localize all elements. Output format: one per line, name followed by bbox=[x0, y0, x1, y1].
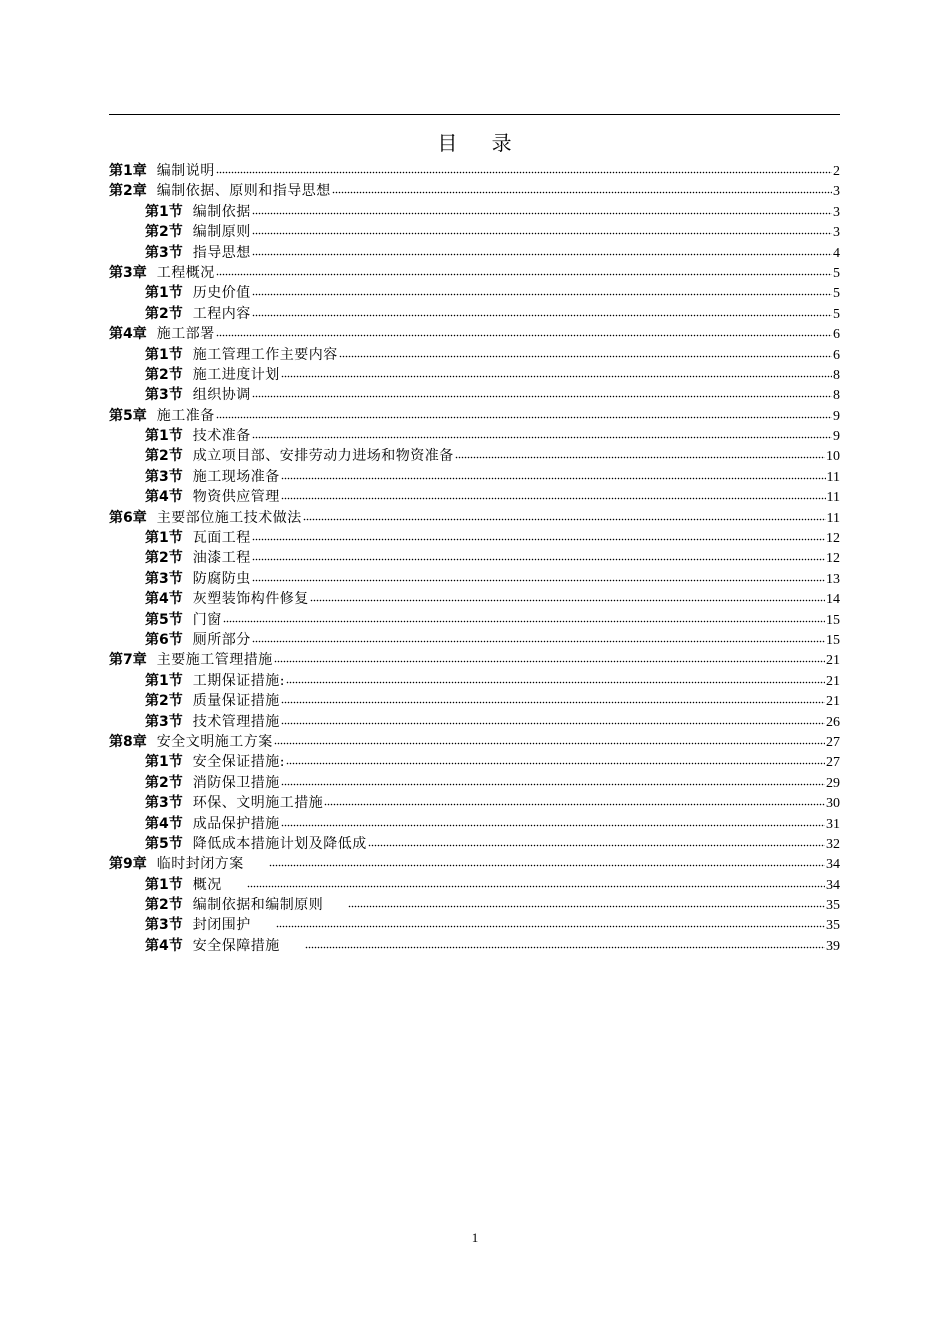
toc-entry-title: 防腐防虫 bbox=[192, 570, 251, 587]
toc-section-entry[interactable] bbox=[109, 283, 840, 303]
dot-leader bbox=[286, 752, 825, 766]
toc-entry-title: 质量保证措施 bbox=[192, 693, 280, 710]
dot-leader bbox=[281, 712, 825, 726]
toc-entry-page: 32 bbox=[826, 836, 840, 852]
toc-entry-number: 第1节 bbox=[145, 203, 183, 220]
dot-leader bbox=[339, 345, 832, 359]
toc-section-entry[interactable] bbox=[109, 548, 840, 568]
toc-entry-title: 工期保证措施: bbox=[192, 672, 285, 689]
toc-entry-page: 10 bbox=[826, 449, 840, 465]
toc-entry-title: 施工管理工作主要内容 bbox=[192, 346, 338, 363]
toc-entry-page: 27 bbox=[826, 734, 840, 750]
toc-entry-title: 灰塑装饰构件修复 bbox=[192, 591, 309, 608]
toc-section-entry[interactable] bbox=[109, 528, 840, 548]
toc-entry-page: 2 bbox=[833, 164, 840, 179]
dot-leader bbox=[216, 263, 832, 277]
toc-section-entry[interactable] bbox=[109, 487, 840, 507]
dot-leader bbox=[269, 854, 825, 868]
toc-entry-page: 26 bbox=[826, 714, 840, 730]
toc-entry-number: 第2节 bbox=[145, 897, 183, 914]
toc-section-entry[interactable] bbox=[109, 365, 840, 385]
toc-entry-page: 6 bbox=[833, 347, 840, 363]
toc-entry-page: 4 bbox=[833, 245, 840, 261]
toc-entry-number: 第7章 bbox=[109, 652, 147, 669]
toc-entry-title: 成立项目部、安排劳动力进场和物资准备 bbox=[192, 448, 454, 465]
toc-entry-page: 34 bbox=[826, 877, 840, 893]
toc-section-entry[interactable] bbox=[109, 345, 840, 365]
toc-entry-number: 第4节 bbox=[145, 815, 183, 832]
toc-section-entry[interactable] bbox=[109, 385, 840, 405]
toc-entry-title: 编制说明 bbox=[156, 163, 215, 179]
toc-entry-page: 8 bbox=[833, 388, 840, 404]
toc-section-entry[interactable] bbox=[109, 712, 840, 732]
page-number: 1 bbox=[471, 1230, 479, 1245]
dot-leader bbox=[281, 773, 825, 787]
toc-entry-page: 5 bbox=[833, 265, 840, 281]
toc-entry-page: 21 bbox=[826, 653, 840, 669]
page-title: 目 录 bbox=[437, 131, 526, 155]
dot-leader bbox=[252, 222, 832, 236]
toc-entry-number: 第4节 bbox=[145, 489, 183, 506]
toc-entry-number: 第3节 bbox=[145, 917, 183, 934]
toc-chapter-entry[interactable] bbox=[109, 406, 840, 426]
dot-leader bbox=[281, 691, 825, 705]
dot-leader bbox=[252, 548, 825, 562]
toc-section-entry[interactable] bbox=[109, 467, 840, 487]
toc-entry-title: 成品保护措施 bbox=[192, 815, 280, 832]
toc-entry-title: 环保、文明施工措施 bbox=[192, 795, 324, 812]
toc-entry-title: 指导思想 bbox=[192, 244, 251, 261]
toc-entry-page: 12 bbox=[826, 551, 840, 567]
dot-leader bbox=[252, 528, 825, 542]
dot-leader bbox=[247, 875, 825, 889]
dot-leader bbox=[332, 181, 832, 195]
dot-leader bbox=[252, 202, 832, 216]
toc-entry-title: 消防保卫措施 bbox=[192, 774, 280, 791]
dot-leader bbox=[303, 508, 826, 522]
table-of-contents bbox=[109, 161, 840, 956]
toc-entry-number: 第3节 bbox=[145, 387, 183, 404]
toc-entry-number: 第3节 bbox=[145, 713, 183, 730]
toc-entry-title: 编制依据、原则和指导思想 bbox=[156, 183, 331, 200]
toc-section-entry[interactable] bbox=[109, 671, 840, 691]
toc-entry-page: 9 bbox=[833, 429, 840, 445]
toc-section-entry[interactable] bbox=[109, 446, 840, 466]
toc-entry-title: 降低成本措施计划及降低成 bbox=[192, 835, 367, 852]
dot-leader bbox=[286, 671, 825, 685]
dot-leader bbox=[368, 834, 825, 848]
toc-section-entry[interactable] bbox=[109, 834, 840, 854]
toc-chapter-entry[interactable] bbox=[109, 263, 840, 283]
toc-entry-title: 组织协调 bbox=[192, 387, 251, 404]
toc-entry-page: 35 bbox=[826, 898, 840, 914]
toc-entry-page: 39 bbox=[826, 938, 840, 954]
toc-entry-title: 主要施工管理措施 bbox=[156, 652, 273, 669]
toc-section-entry[interactable] bbox=[109, 814, 840, 834]
dot-leader bbox=[252, 426, 832, 440]
toc-entry-number: 第4节 bbox=[145, 937, 183, 954]
toc-section-entry[interactable] bbox=[109, 936, 840, 956]
toc-chapter-entry[interactable] bbox=[109, 508, 840, 528]
toc-section-entry[interactable] bbox=[109, 895, 840, 915]
toc-entry-number: 第3节 bbox=[145, 570, 183, 587]
dot-leader bbox=[216, 161, 832, 175]
toc-entry-title: 施工进度计划 bbox=[192, 366, 280, 383]
toc-entry-number: 第1节 bbox=[145, 530, 183, 547]
toc-entry-page: 12 bbox=[826, 531, 840, 547]
toc-entry-number: 第2节 bbox=[145, 305, 183, 322]
toc-entry-page: 3 bbox=[833, 184, 840, 200]
dot-leader bbox=[252, 304, 832, 318]
dot-leader bbox=[274, 650, 825, 664]
toc-entry-number: 第2节 bbox=[145, 693, 183, 710]
toc-entry-number: 第2章 bbox=[109, 183, 147, 200]
toc-entry-page: 29 bbox=[826, 775, 840, 791]
toc-entry-title: 施工部署 bbox=[156, 326, 215, 343]
dot-leader bbox=[252, 569, 825, 583]
toc-entry-page: 30 bbox=[826, 796, 840, 812]
toc-entry-number: 第4节 bbox=[145, 591, 183, 608]
toc-chapter-entry[interactable] bbox=[109, 732, 840, 752]
toc-entry-title: 主要部位施工技术做法 bbox=[156, 509, 302, 526]
toc-section-entry[interactable] bbox=[109, 875, 840, 895]
toc-chapter-entry[interactable] bbox=[109, 650, 840, 670]
toc-entry-title: 瓦面工程 bbox=[192, 530, 251, 547]
toc-section-entry[interactable] bbox=[109, 793, 840, 813]
toc-entry-page: 5 bbox=[833, 286, 840, 302]
dot-leader bbox=[281, 487, 826, 501]
toc-entry-number: 第8章 bbox=[109, 733, 147, 750]
toc-entry-number: 第4章 bbox=[109, 326, 147, 343]
toc-entry-number: 第2节 bbox=[145, 366, 183, 383]
toc-entry-number: 第1节 bbox=[145, 754, 183, 771]
toc-entry-page: 34 bbox=[826, 857, 840, 873]
toc-entry-page: 15 bbox=[826, 632, 840, 648]
toc-entry-title: 安全文明施工方案 bbox=[156, 733, 273, 750]
dot-leader bbox=[216, 406, 832, 420]
toc-section-entry[interactable] bbox=[109, 915, 840, 935]
toc-entry-title: 物资供应管理 bbox=[192, 489, 280, 506]
toc-section-entry[interactable] bbox=[109, 691, 840, 711]
toc-entry-number: 第1节 bbox=[145, 876, 183, 893]
toc-entry-page: 3 bbox=[833, 225, 840, 241]
toc-entry-page: 31 bbox=[826, 816, 840, 832]
toc-entry-number: 第1章 bbox=[109, 163, 147, 179]
toc-entry-page: 21 bbox=[826, 694, 840, 710]
dot-leader bbox=[252, 385, 832, 399]
toc-entry-number: 第2节 bbox=[145, 448, 183, 465]
toc-section-entry[interactable] bbox=[109, 426, 840, 446]
toc-entry-page: 13 bbox=[826, 571, 840, 587]
toc-section-entry[interactable] bbox=[109, 752, 840, 772]
toc-entry-number: 第2节 bbox=[145, 774, 183, 791]
toc-entry-page: 5 bbox=[833, 306, 840, 322]
toc-entry-number: 第9章 bbox=[109, 856, 147, 873]
toc-chapter-entry[interactable] bbox=[109, 324, 840, 344]
toc-entry-number: 第5节 bbox=[145, 611, 183, 628]
toc-section-entry[interactable] bbox=[109, 243, 840, 263]
header-rule bbox=[109, 114, 840, 115]
toc-entry-title: 概况 bbox=[192, 876, 222, 893]
toc-entry-title: 技术管理措施 bbox=[192, 713, 280, 730]
toc-section-entry[interactable] bbox=[109, 630, 840, 650]
toc-entry-title: 工程内容 bbox=[192, 305, 251, 322]
toc-entry-title: 厕所部分 bbox=[192, 631, 251, 648]
toc-section-entry[interactable] bbox=[109, 202, 840, 222]
toc-entry-number: 第2节 bbox=[145, 550, 183, 567]
toc-entry-number: 第1节 bbox=[145, 428, 183, 445]
dot-leader bbox=[252, 243, 832, 257]
dot-leader bbox=[348, 895, 825, 909]
toc-section-entry[interactable] bbox=[109, 569, 840, 589]
toc-section-entry[interactable] bbox=[109, 304, 840, 324]
dot-leader bbox=[252, 630, 825, 644]
toc-entry-number: 第3节 bbox=[145, 795, 183, 812]
toc-entry-page: 11 bbox=[826, 510, 840, 526]
toc-chapter-entry[interactable] bbox=[109, 854, 840, 874]
toc-entry-number: 第3节 bbox=[145, 244, 183, 261]
toc-entry-number: 第3章 bbox=[109, 264, 147, 281]
toc-entry-number: 第6章 bbox=[109, 509, 147, 526]
toc-section-entry[interactable] bbox=[109, 589, 840, 609]
toc-entry-number: 第5章 bbox=[109, 407, 147, 424]
dot-leader bbox=[281, 467, 826, 481]
toc-section-entry[interactable] bbox=[109, 773, 840, 793]
toc-entry-title: 门窗 bbox=[192, 611, 222, 628]
toc-entry-number: 第3节 bbox=[145, 468, 183, 485]
toc-entry-title: 历史价值 bbox=[192, 285, 251, 302]
toc-chapter-entry[interactable] bbox=[109, 161, 840, 181]
toc-section-entry[interactable] bbox=[109, 222, 840, 242]
toc-entry-page: 27 bbox=[826, 755, 840, 771]
toc-entry-title: 安全保障措施 bbox=[192, 937, 280, 954]
toc-entry-title: 工程概况 bbox=[156, 264, 215, 281]
toc-chapter-entry[interactable] bbox=[109, 181, 840, 201]
toc-entry-title: 编制依据和编制原则 bbox=[192, 897, 324, 914]
toc-entry-number: 第5节 bbox=[145, 835, 183, 852]
toc-entry-number: 第6节 bbox=[145, 631, 183, 648]
dot-leader bbox=[310, 589, 825, 603]
dot-leader bbox=[216, 324, 832, 338]
dot-leader bbox=[276, 915, 825, 929]
toc-entry-title: 编制原则 bbox=[192, 224, 251, 241]
toc-section-entry[interactable] bbox=[109, 610, 840, 630]
toc-entry-title: 施工准备 bbox=[156, 407, 215, 424]
toc-entry-number: 第2节 bbox=[145, 224, 183, 241]
toc-entry-title: 技术准备 bbox=[192, 428, 251, 445]
dot-leader bbox=[252, 283, 832, 297]
toc-entry-number: 第1节 bbox=[145, 672, 183, 689]
toc-entry-number: 第1节 bbox=[145, 285, 183, 302]
toc-entry-title: 临时封闭方案 bbox=[156, 856, 244, 873]
toc-entry-page: 11 bbox=[826, 490, 840, 506]
toc-entry-title: 编制依据 bbox=[192, 203, 251, 220]
dot-leader bbox=[305, 936, 825, 950]
toc-entry-number: 第1节 bbox=[145, 346, 183, 363]
dot-leader bbox=[274, 732, 825, 746]
toc-entry-page: 6 bbox=[833, 327, 840, 343]
toc-entry-page: 35 bbox=[826, 918, 840, 934]
toc-entry-title: 安全保证措施: bbox=[192, 754, 285, 771]
dot-leader bbox=[281, 814, 825, 828]
toc-entry-page: 11 bbox=[826, 469, 840, 485]
toc-entry-page: 9 bbox=[833, 408, 840, 424]
toc-entry-title: 油漆工程 bbox=[192, 550, 251, 567]
toc-entry-title: 封闭围护 bbox=[192, 917, 251, 934]
toc-entry-page: 15 bbox=[826, 612, 840, 628]
toc-entry-page: 3 bbox=[833, 204, 840, 220]
toc-entry-title: 施工现场准备 bbox=[192, 468, 280, 485]
dot-leader bbox=[324, 793, 825, 807]
dot-leader bbox=[455, 446, 825, 460]
dot-leader bbox=[281, 365, 832, 379]
toc-entry-page: 14 bbox=[826, 592, 840, 608]
toc-entry-page: 8 bbox=[833, 367, 840, 383]
toc-entry-page: 21 bbox=[826, 673, 840, 689]
dot-leader bbox=[223, 610, 825, 624]
